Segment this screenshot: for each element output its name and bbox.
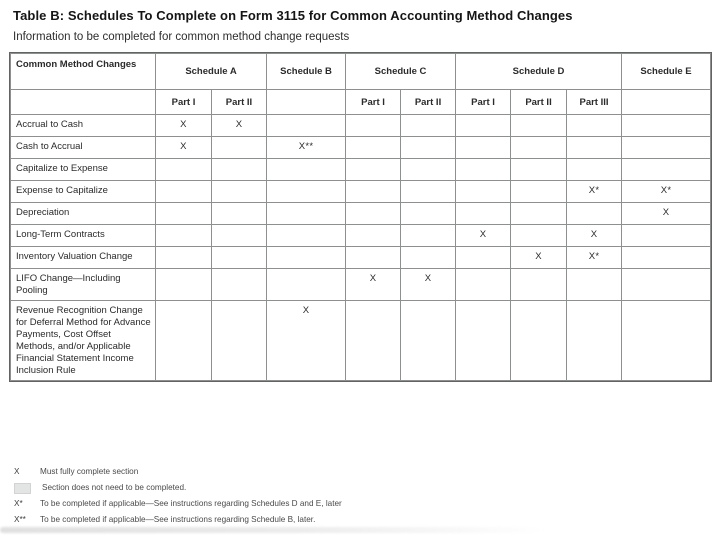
empty-cell bbox=[511, 159, 567, 181]
mark-cell: X bbox=[212, 115, 267, 137]
empty-cell bbox=[567, 269, 622, 301]
empty-cell bbox=[212, 159, 267, 181]
column-header-schedule-e: Schedule E bbox=[622, 54, 711, 90]
empty-cell bbox=[267, 203, 346, 225]
empty-cell bbox=[401, 225, 456, 247]
row-label: Revenue Recognition Change for Deferral Method for Advance Payments, Cost Offset Methods, and/or Applicable Financial Statement Income Inclusion Rule bbox=[11, 301, 156, 381]
mark-cell: X bbox=[456, 225, 511, 247]
empty-cell bbox=[456, 115, 511, 137]
empty-cell bbox=[346, 301, 401, 381]
table-subtitle: Information to be completed for common method change requests bbox=[13, 31, 350, 43]
mark-cell: X bbox=[511, 247, 567, 269]
header-row-schedules bbox=[11, 54, 711, 90]
empty-cell bbox=[267, 269, 346, 301]
empty-cell bbox=[567, 115, 622, 137]
footnote-marker: X* bbox=[14, 499, 23, 508]
column-header-schedule-a-part-ii: Part II bbox=[212, 90, 267, 115]
empty-cell bbox=[267, 181, 346, 203]
column-header-schedule-d-part-i: Part I bbox=[456, 90, 511, 115]
mark-cell: X* bbox=[567, 247, 622, 269]
column-header-schedule-e-blank bbox=[622, 90, 711, 115]
column-header-schedule-b: Schedule B bbox=[267, 54, 346, 90]
empty-cell bbox=[267, 115, 346, 137]
row-label: Capitalize to Expense bbox=[11, 159, 156, 181]
footnote bbox=[14, 467, 342, 477]
empty-cell bbox=[212, 203, 267, 225]
mark-cell: X bbox=[156, 115, 212, 137]
table-body bbox=[11, 115, 711, 381]
empty-cell bbox=[622, 137, 711, 159]
table-title: Table B: Schedules To Complete on Form 3115 for Common Accounting Method Changes bbox=[13, 8, 573, 23]
column-header-schedule-d: Schedule D bbox=[456, 54, 622, 90]
row-label: Expense to Capitalize bbox=[11, 181, 156, 203]
empty-cell bbox=[456, 301, 511, 381]
footnote-marker: X bbox=[14, 467, 20, 476]
row-label: LIFO Change—Including Pooling bbox=[11, 269, 156, 301]
empty-cell bbox=[346, 181, 401, 203]
empty-cell bbox=[401, 181, 456, 203]
column-header-schedule-c-part-i: Part I bbox=[346, 90, 401, 115]
empty-cell bbox=[567, 159, 622, 181]
footnote-text: To be completed if applicable—See instructions regarding Schedule B, later. bbox=[40, 514, 316, 524]
column-header-schedule-a: Schedule A bbox=[156, 54, 267, 90]
mark-cell: X bbox=[267, 301, 346, 381]
row-label: Depreciation bbox=[11, 203, 156, 225]
empty-cell bbox=[212, 137, 267, 159]
footnote-marker: X** bbox=[14, 514, 26, 524]
empty-cell bbox=[346, 159, 401, 181]
header-row-parts bbox=[11, 90, 711, 115]
empty-cell bbox=[622, 159, 711, 181]
footnote-text: To be completed if applicable—See instructions regarding Schedules D and E, later bbox=[40, 499, 342, 508]
mark-cell: X bbox=[401, 269, 456, 301]
table-row-long-term-contracts bbox=[11, 225, 711, 247]
empty-cell bbox=[156, 159, 212, 181]
empty-cell bbox=[511, 115, 567, 137]
empty-cell bbox=[622, 225, 711, 247]
empty-cell bbox=[622, 301, 711, 381]
footnote-text: Must fully complete section bbox=[40, 467, 139, 476]
table-row-cash-to-accrual bbox=[11, 137, 711, 159]
empty-cell bbox=[212, 269, 267, 301]
empty-cell bbox=[267, 247, 346, 269]
column-header-schedule-c-part-ii: Part II bbox=[401, 90, 456, 115]
empty-cell bbox=[346, 137, 401, 159]
empty-cell bbox=[156, 301, 212, 381]
table-row-accrual-to-cash bbox=[11, 115, 711, 137]
empty-cell bbox=[401, 159, 456, 181]
empty-cell bbox=[156, 247, 212, 269]
empty-cell bbox=[346, 115, 401, 137]
table-row-inventory-valuation-change bbox=[11, 247, 711, 269]
column-header-schedule-b-blank bbox=[267, 90, 346, 115]
empty-cell bbox=[511, 269, 567, 301]
scan-shadow-bar bbox=[0, 527, 545, 533]
empty-cell bbox=[511, 225, 567, 247]
mark-cell: X bbox=[346, 269, 401, 301]
empty-cell bbox=[567, 137, 622, 159]
empty-cell bbox=[401, 137, 456, 159]
empty-cell bbox=[456, 137, 511, 159]
table-head bbox=[11, 54, 711, 115]
empty-cell bbox=[456, 203, 511, 225]
table-row-expense-to-capitalize bbox=[11, 181, 711, 203]
empty-cell bbox=[401, 301, 456, 381]
legend-shaded-swatch bbox=[14, 483, 31, 494]
column-header-schedule-c: Schedule C bbox=[346, 54, 456, 90]
empty-cell bbox=[156, 203, 212, 225]
footnote bbox=[14, 515, 342, 525]
mark-cell: X bbox=[156, 137, 212, 159]
column-header-method-spacer bbox=[11, 90, 156, 115]
table-row-revenue-recognition-change-for-deferral- bbox=[11, 301, 711, 381]
empty-cell bbox=[401, 247, 456, 269]
empty-cell bbox=[212, 247, 267, 269]
empty-cell bbox=[511, 301, 567, 381]
empty-cell bbox=[567, 301, 622, 381]
empty-cell bbox=[212, 301, 267, 381]
empty-cell bbox=[401, 203, 456, 225]
row-label: Long-Term Contracts bbox=[11, 225, 156, 247]
empty-cell bbox=[401, 115, 456, 137]
empty-cell bbox=[622, 247, 711, 269]
empty-cell bbox=[511, 137, 567, 159]
mark-cell: X bbox=[622, 203, 711, 225]
mark-cell: X bbox=[567, 225, 622, 247]
footnote bbox=[14, 483, 342, 494]
empty-cell bbox=[567, 203, 622, 225]
mark-cell: X* bbox=[567, 181, 622, 203]
row-label: Cash to Accrual bbox=[11, 137, 156, 159]
table-row-lifo-change-including-pooling bbox=[11, 269, 711, 301]
empty-cell bbox=[346, 225, 401, 247]
empty-cell bbox=[511, 181, 567, 203]
table-row-depreciation bbox=[11, 203, 711, 225]
column-header-method: Common Method Changes bbox=[11, 54, 156, 90]
column-header-schedule-a-part-i: Part I bbox=[156, 90, 212, 115]
row-label: Accrual to Cash bbox=[11, 115, 156, 137]
footnote bbox=[14, 499, 342, 509]
column-header-schedule-d-part-iii: Part III bbox=[567, 90, 622, 115]
empty-cell bbox=[346, 247, 401, 269]
empty-cell bbox=[156, 181, 212, 203]
empty-cell bbox=[622, 115, 711, 137]
empty-cell bbox=[456, 159, 511, 181]
empty-cell bbox=[156, 269, 212, 301]
empty-cell bbox=[267, 225, 346, 247]
footnotes-legend bbox=[14, 467, 342, 530]
column-header-schedule-d-part-ii: Part II bbox=[511, 90, 567, 115]
footnote-text: Section does not need to be completed. bbox=[42, 482, 187, 492]
empty-cell bbox=[156, 225, 212, 247]
table-row-capitalize-to-expense bbox=[11, 159, 711, 181]
empty-cell bbox=[346, 203, 401, 225]
mark-cell: X* bbox=[622, 181, 711, 203]
empty-cell bbox=[212, 181, 267, 203]
empty-cell bbox=[456, 181, 511, 203]
empty-cell bbox=[456, 269, 511, 301]
empty-cell bbox=[456, 247, 511, 269]
schedules-table bbox=[10, 53, 711, 381]
row-label: Inventory Valuation Change bbox=[11, 247, 156, 269]
empty-cell bbox=[511, 203, 567, 225]
empty-cell bbox=[622, 269, 711, 301]
empty-cell bbox=[212, 225, 267, 247]
mark-cell: X** bbox=[267, 137, 346, 159]
empty-cell bbox=[267, 159, 346, 181]
